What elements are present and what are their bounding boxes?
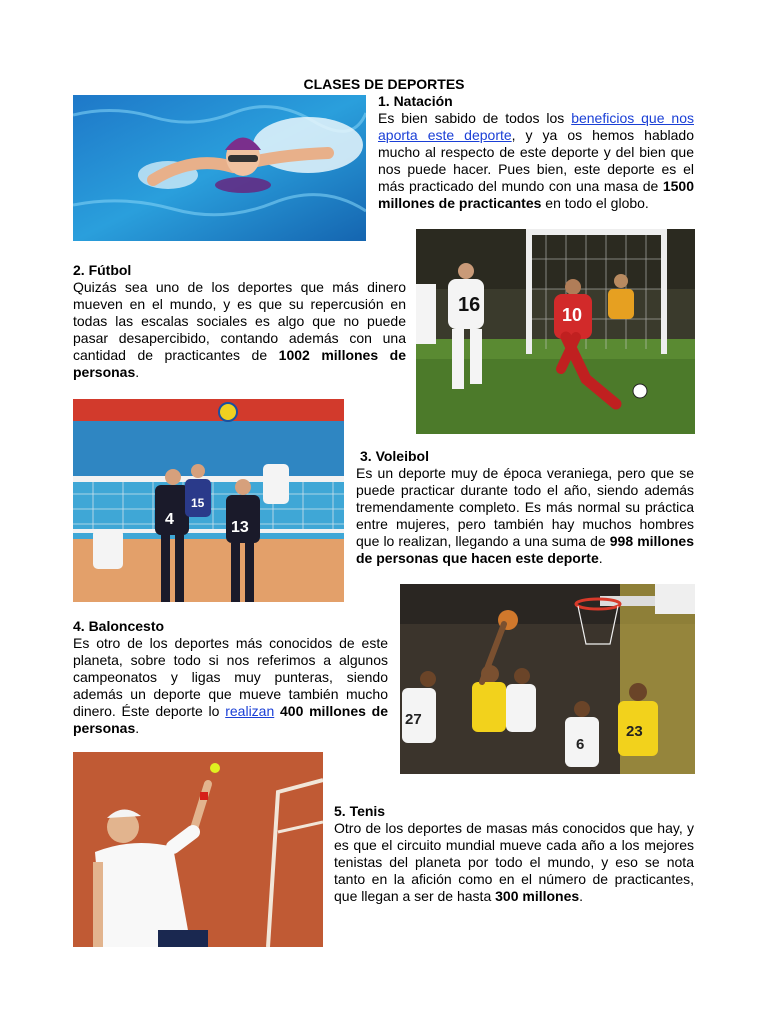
- article-link[interactable]: beneficios que nos aporta este deporte: [378, 110, 694, 143]
- basketball-photo: [400, 584, 695, 774]
- swimming-photo: [73, 95, 366, 241]
- page-title: CLASES DE DEPORTES: [303, 76, 465, 92]
- article-link[interactable]: realizan: [225, 703, 275, 719]
- jersey-number: 23: [626, 723, 643, 740]
- jersey-number: 27: [405, 711, 422, 728]
- jersey-number: 15: [191, 496, 205, 510]
- section-text: Es un deporte muy de época veraniega, pero que se puede practicar durante todo el año, siendo además tremendamente completo. Es más normal su práctica entre mujeres, pero también hay muchos hombres que lo realizan, llegando a una suma de 998 millones de personas que hacen este deporte.: [356, 465, 694, 566]
- jersey-number: 6: [576, 736, 585, 753]
- section-text: Es otro de los deportes más conocidos de este planeta, sobre todo si nos referimos a algunos campeonatos y ligas muy punteras, siendo además un deporte que mueve también mucho dinero. Éste deporte lo realizan 400 millones de personas.: [73, 635, 388, 736]
- section-text: Otro de los deportes de masas más conocidos que hay, y es que el circuito mundial mueve cada año a los mejores tenistas del planeta por todo el mundo, y eso se nota tanto en la afición como en el número de practicantes, que llegan a ser de hasta 300 millones.: [334, 820, 694, 904]
- section-text: Es bien sabido de todos los beneficios que nos aporta este deporte, y ya os hemos hablado mucho al respecto de este deporte y del bien que nos puede hacer. Pues bien, este deporte es el más practicado del mundo con una masa de 1500 millones de practicantes en todo el globo.: [378, 110, 694, 211]
- jersey-number: 16: [458, 294, 481, 316]
- section-text: Quizás sea uno de los deportes que más dinero mueven en el mundo, y es que su repercusión en todas las escalas sociales es algo que no puede pasar desapercibido, contando además con una cantidad de practicantes de 1002 millones de personas.: [73, 279, 406, 380]
- jersey-number: 13: [231, 519, 249, 536]
- tennis-photo: [73, 752, 323, 947]
- section-heading: 2. Fútbol: [73, 262, 132, 278]
- jersey-number: 4: [165, 511, 174, 528]
- volleyball-photo: [73, 399, 344, 602]
- football-photo: [416, 229, 695, 434]
- section-heading: 3. Voleibol: [360, 448, 429, 464]
- section-heading: 1. Natación: [378, 93, 453, 109]
- section-heading: 5. Tenis: [334, 803, 386, 819]
- jersey-number: 10: [562, 305, 583, 325]
- section-heading: 4. Baloncesto: [73, 618, 165, 634]
